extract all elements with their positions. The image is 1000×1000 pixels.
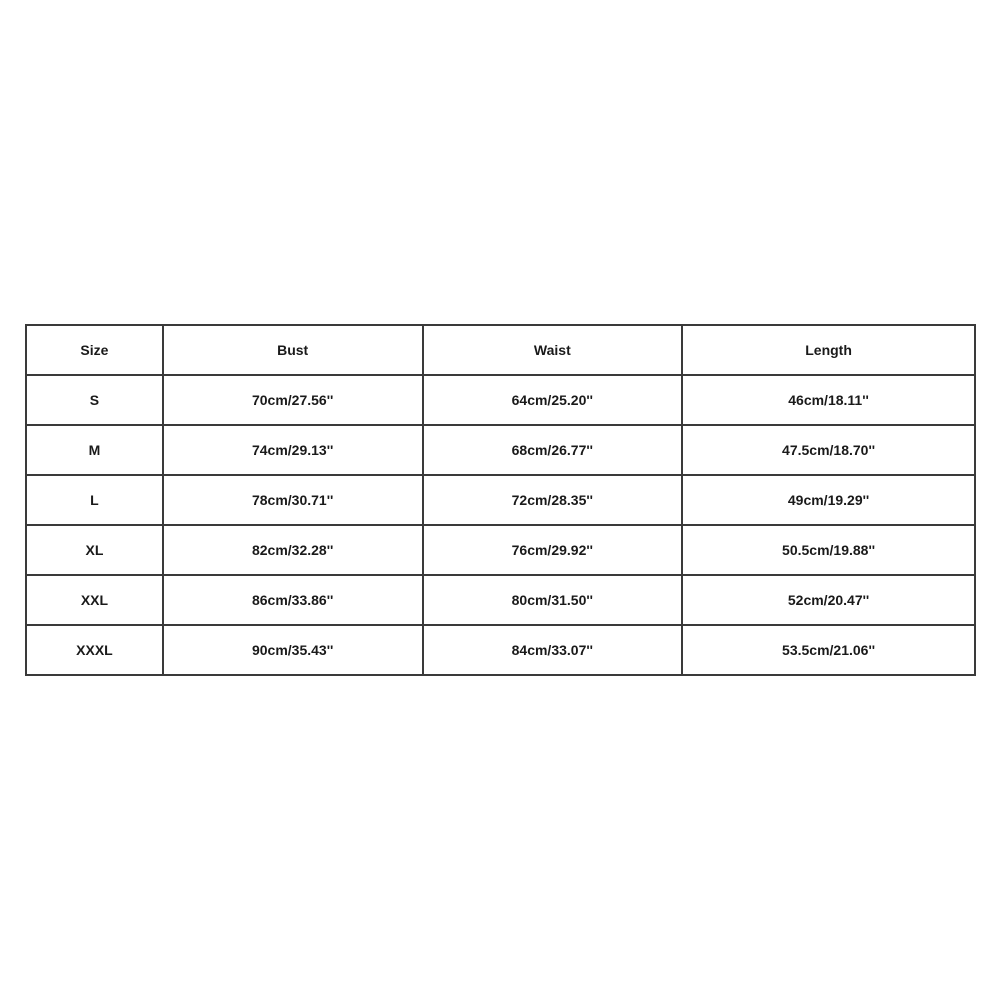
- cell-length: 49cm/19.29'': [682, 475, 975, 525]
- cell-bust: 78cm/30.71'': [163, 475, 423, 525]
- cell-bust: 90cm/35.43'': [163, 625, 423, 675]
- cell-waist: 84cm/33.07'': [423, 625, 683, 675]
- cell-length: 53.5cm/21.06'': [682, 625, 975, 675]
- table-row: [26, 375, 975, 425]
- header-bust: Bust: [163, 325, 423, 375]
- size-chart-table: [25, 324, 976, 676]
- cell-size: L: [26, 475, 163, 525]
- cell-waist: 80cm/31.50'': [423, 575, 683, 625]
- header-length: Length: [682, 325, 975, 375]
- table-header: [26, 325, 975, 375]
- cell-waist: 72cm/28.35'': [423, 475, 683, 525]
- cell-bust: 82cm/32.28'': [163, 525, 423, 575]
- cell-bust: 86cm/33.86'': [163, 575, 423, 625]
- cell-waist: 64cm/25.20'': [423, 375, 683, 425]
- cell-length: 50.5cm/19.88'': [682, 525, 975, 575]
- cell-waist: 68cm/26.77'': [423, 425, 683, 475]
- cell-length: 46cm/18.11'': [682, 375, 975, 425]
- header-waist: Waist: [423, 325, 683, 375]
- header-size: Size: [26, 325, 163, 375]
- table-row: [26, 475, 975, 525]
- cell-size: S: [26, 375, 163, 425]
- cell-length: 47.5cm/18.70'': [682, 425, 975, 475]
- table-row: [26, 625, 975, 675]
- table-row: [26, 525, 975, 575]
- header-row: [26, 325, 975, 375]
- cell-bust: 70cm/27.56'': [163, 375, 423, 425]
- table-body: [26, 375, 975, 675]
- cell-length: 52cm/20.47'': [682, 575, 975, 625]
- cell-size: XL: [26, 525, 163, 575]
- cell-size: M: [26, 425, 163, 475]
- cell-waist: 76cm/29.92'': [423, 525, 683, 575]
- cell-size: XXXL: [26, 625, 163, 675]
- table-row: [26, 425, 975, 475]
- cell-bust: 74cm/29.13'': [163, 425, 423, 475]
- table-row: [26, 575, 975, 625]
- cell-size: XXL: [26, 575, 163, 625]
